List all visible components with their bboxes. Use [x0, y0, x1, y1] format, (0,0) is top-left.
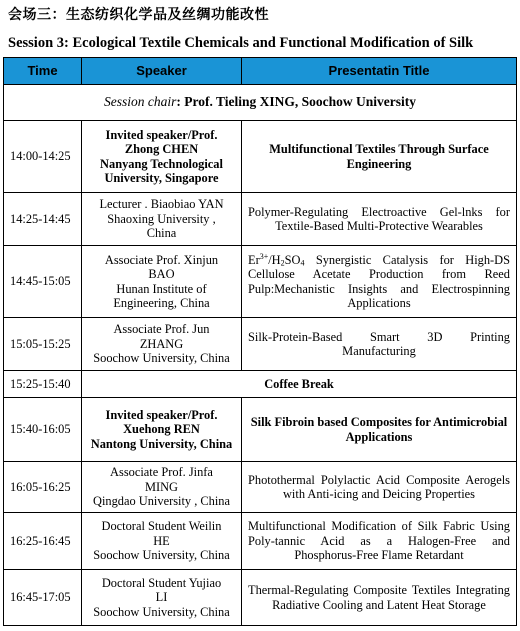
row-title: $Er^{3+}/H2SO4$ Synergistic Catalysis for High-DS Cellulose Acetate Production from Reed Pulp:Mechanistic Insights and Electrospinning Applications	[242, 246, 517, 318]
table-row	[4, 318, 517, 371]
table-row	[4, 121, 517, 193]
coffee-break-label: Coffee Break	[82, 371, 517, 398]
row-time: 14:00-14:25	[4, 121, 82, 193]
row-title: Thermal-Regulating Composite Textiles Integrating Radiative Cooling and Latent Heat Storage	[242, 570, 517, 626]
row-time: 16:45-17:05	[4, 570, 82, 626]
row-time: 14:45-15:05	[4, 246, 82, 318]
row-title: Silk-Protein-Based Smart 3D Printing Manufacturing	[242, 318, 517, 371]
row-title: Multifunctional Modification of Silk Fabric Using Poly-tannic Acid as a Halogen-Free and Phosphorus-Free Flame Retardant	[242, 513, 517, 570]
session-chair-name: : Prof. Tieling XING, Soochow University	[176, 94, 416, 110]
column-header-title: Presentatin Title	[242, 58, 517, 85]
session-chair-label: Session chair	[103, 94, 177, 110]
row-time: 14:25-14:45	[4, 193, 82, 246]
table-row	[4, 513, 517, 570]
table-row	[4, 193, 517, 246]
row-speaker: Invited speaker/Prof. Zhong CHEN Nanyang Technological University, Singapore	[82, 121, 242, 193]
row-speaker: Lecturer . Biaobiao YAN Shaoxing University , China	[82, 193, 242, 246]
page-title-english: Session 3: Ecological Textile Chemicals and Functional Modification of Silk	[8, 35, 474, 51]
row-speaker: Associate Prof. Jun ZHANG Soochow University, China	[82, 318, 242, 371]
coffee-break-row	[4, 371, 517, 398]
table-row	[4, 462, 517, 513]
column-header-time: Time	[4, 58, 82, 85]
row-title: Polymer-Regulating Electroactive Gel-lnks for Textile-Based Multi-Protective Wearables	[242, 193, 517, 246]
row-speaker: Doctoral Student Yujiao LI Soochow University, China	[82, 570, 242, 626]
session-chair-row	[4, 85, 517, 121]
table-header-row	[4, 58, 517, 85]
table-row	[4, 570, 517, 626]
row-speaker: Doctoral Student Weilin HE Soochow University, China	[82, 513, 242, 570]
row-title: Multifunctional Textiles Through Surface Engineering	[242, 121, 517, 193]
row-time: 15:25-15:40	[4, 371, 82, 398]
page-title-chinese: 会场三：生态纺织化学品及丝绸功能改性	[8, 7, 269, 23]
row-speaker: Invited speaker/Prof. Xuehong REN Nantong University, China	[82, 398, 242, 462]
session-chair-cell	[4, 85, 517, 121]
row-time: 16:05-16:25	[4, 462, 82, 513]
row-speaker: Associate Prof. Jinfa MING Qingdao University , China	[82, 462, 242, 513]
row-speaker: Associate Prof. Xinjun BAO Hunan Institute of Engineering, China	[82, 246, 242, 318]
column-header-speaker: Speaker	[82, 58, 242, 85]
row-time: 16:25-16:45	[4, 513, 82, 570]
table-row	[4, 398, 517, 462]
row-title: Photothermal Polylactic Acid Composite Aerogels with Anti-icing and Deicing Properties	[242, 462, 517, 513]
table-row	[4, 246, 517, 318]
row-time: 15:05-15:25	[4, 318, 82, 371]
row-title: Silk Fibroin based Composites for Antimicrobial Applications	[242, 398, 517, 462]
row-time: 15:40-16:05	[4, 398, 82, 462]
session-schedule-table	[3, 57, 517, 626]
